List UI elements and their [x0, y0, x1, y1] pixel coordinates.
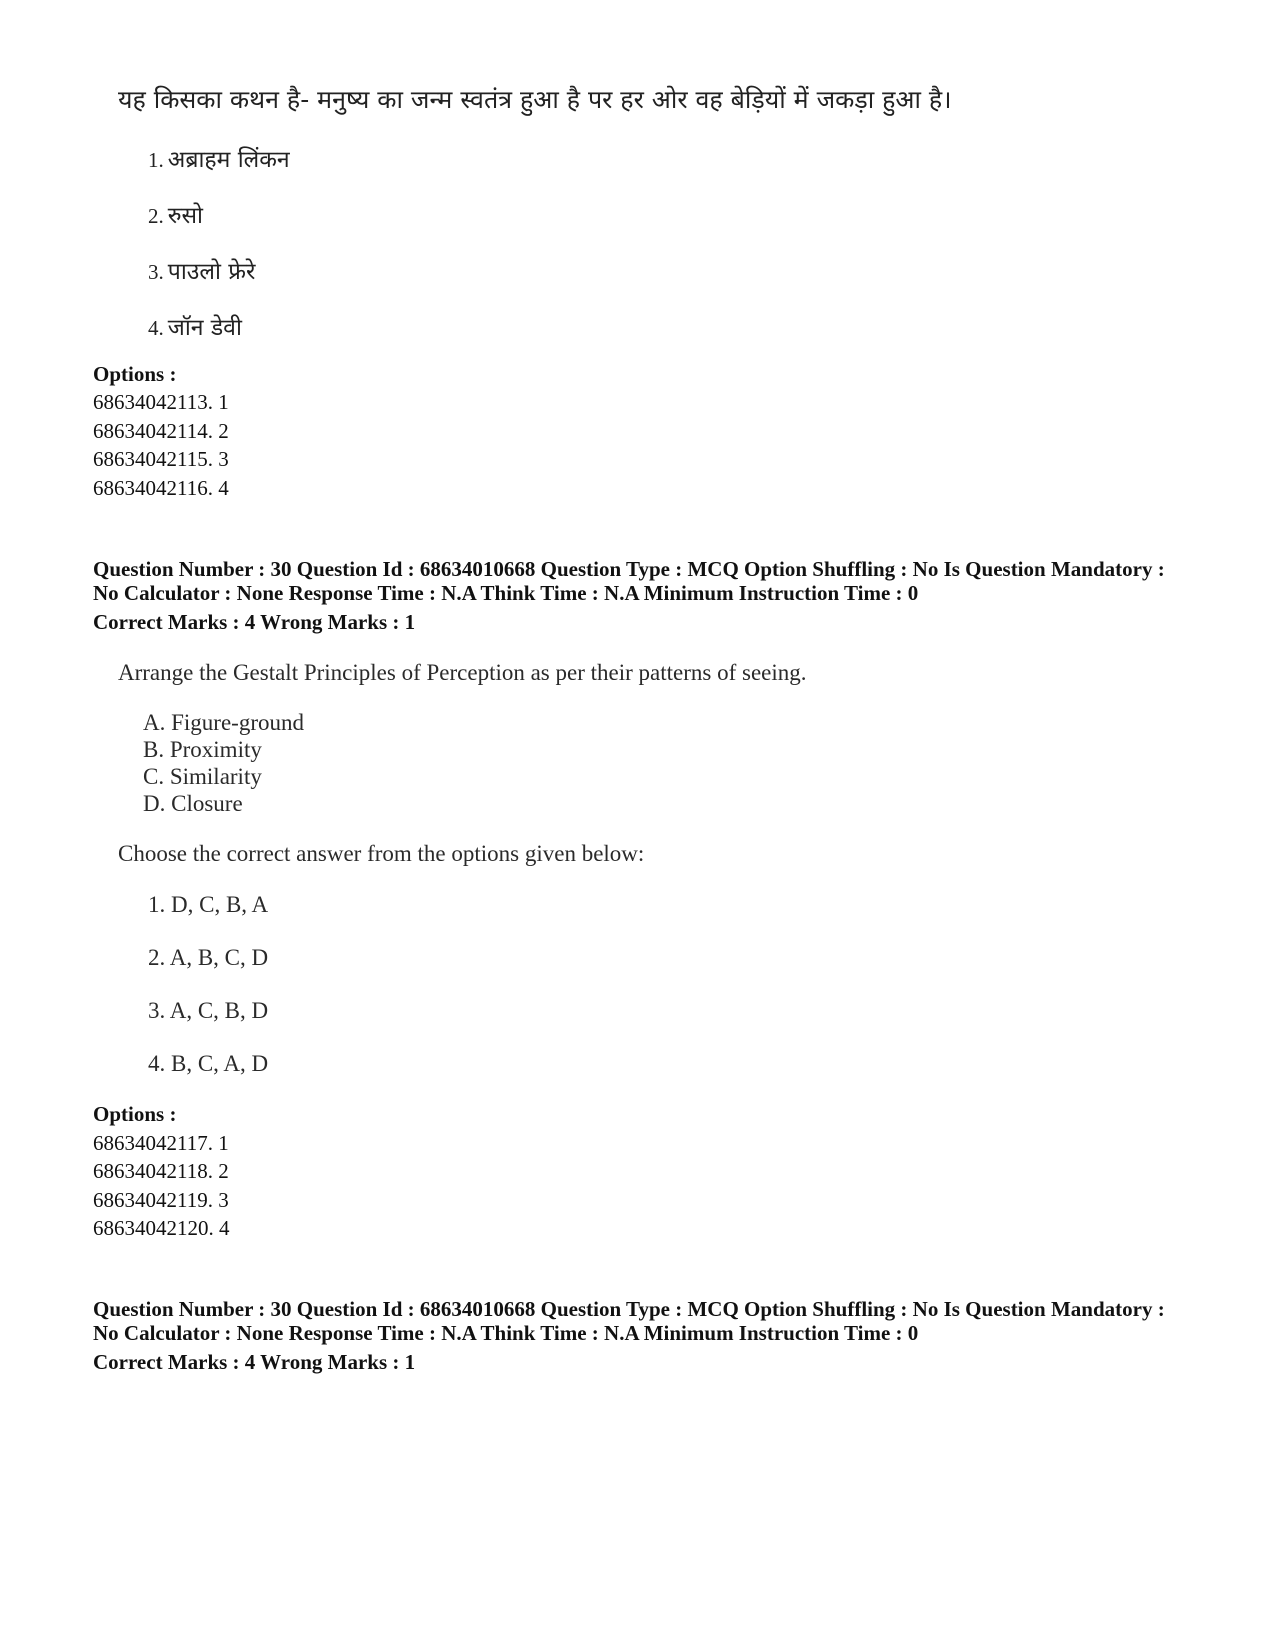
question-marks: Correct Marks : 4 Wrong Marks : 1	[93, 610, 416, 634]
question-meta-line: Question Number : 30 Question Id : 68634010668 Question Type : MCQ Option Shuffling : No Is Question Mandatory :	[93, 557, 1165, 581]
choice-label: अब्राहम लिंकन	[167, 147, 290, 173]
statement-item: D. Closure	[143, 791, 243, 816]
option-id-row: 68634042113. 1	[93, 390, 229, 414]
question-meta-line: Question Number : 30 Question Id : 68634010668 Question Type : MCQ Option Shuffling : No Is Question Mandatory :	[93, 1297, 1165, 1321]
choice-number: 3.	[148, 260, 164, 284]
statement-item: B. Proximity	[143, 737, 262, 762]
option-id-row: 68634042117. 1	[93, 1131, 229, 1155]
question-marks: Correct Marks : 4 Wrong Marks : 1	[93, 1350, 416, 1374]
statement-item: A. Figure-ground	[143, 710, 304, 735]
option-id-row: 68634042114. 2	[93, 419, 229, 443]
option-id-row: 68634042115. 3	[93, 447, 229, 471]
options-heading: Options :	[93, 362, 177, 386]
question-text: Arrange the Gestalt Principles of Perception as per their patterns of seeing.	[118, 660, 807, 685]
option-id-row: 68634042119. 3	[93, 1188, 229, 1212]
choice-number: 1.	[148, 148, 164, 172]
option-id-row: 68634042116. 4	[93, 476, 229, 500]
choice-3: 3. A, C, B, D	[148, 998, 269, 1023]
options-heading: Options :	[93, 1102, 177, 1126]
choice-label: जॉन डेवी	[167, 315, 242, 341]
choice-number: 2.	[148, 204, 164, 228]
option-id-row: 68634042120. 4	[93, 1216, 230, 1240]
choice-4	[148, 310, 242, 342]
choice-4: 4. B, C, A, D	[148, 1051, 269, 1076]
choice-2	[148, 198, 203, 230]
choice-2: 2. A, B, C, D	[148, 945, 269, 970]
choice-1: 1. D, C, B, A	[148, 892, 269, 917]
choice-label: रुसो	[167, 203, 204, 229]
choice-1	[148, 142, 290, 174]
choice-3	[148, 254, 255, 286]
choice-label: पाउलो फ्रेरे	[167, 259, 256, 285]
answer-instruction: Choose the correct answer from the options given below:	[118, 841, 645, 866]
option-id-row: 68634042118. 2	[93, 1159, 229, 1183]
choice-number: 4.	[148, 316, 164, 340]
question-text-hindi: यह किसका कथन है- मनुष्य का जन्म स्वतंत्र हुआ है पर हर ओर वह बेड़ियों में जकड़ा हुआ है।	[118, 85, 952, 114]
question-meta-line: No Calculator : None Response Time : N.A Think Time : N.A Minimum Instruction Time : 0	[93, 581, 919, 605]
statement-item: C. Similarity	[143, 764, 262, 789]
question-meta-line: No Calculator : None Response Time : N.A Think Time : N.A Minimum Instruction Time : 0	[93, 1321, 919, 1345]
